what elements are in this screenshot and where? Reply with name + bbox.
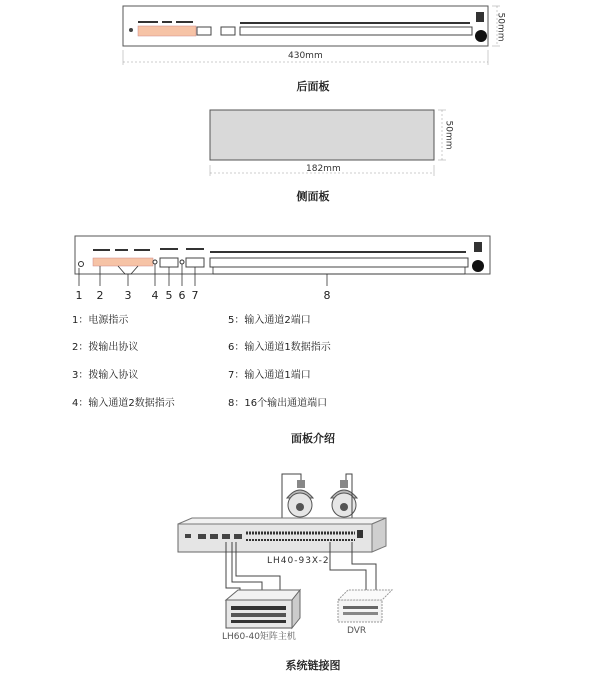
legend-item: 4：输入通道2数据指示	[72, 398, 175, 409]
system-diagram	[0, 460, 600, 650]
side-height-dimension: 50mm	[443, 120, 454, 150]
legend-item: 1：电源指示	[72, 315, 129, 326]
device-label: LH40-93X-2	[267, 556, 330, 566]
callout-8: 8	[323, 289, 331, 302]
side-panel-figure	[0, 100, 600, 200]
system-caption: 系统链接图	[285, 659, 341, 672]
legend-item: 8：16个输出通道端口	[228, 398, 328, 409]
system-drawing	[0, 460, 600, 650]
callout-2: 2	[96, 289, 104, 302]
callout-5: 5	[165, 289, 173, 302]
callout-7: 7	[191, 289, 199, 302]
panel-intro-figure	[0, 228, 600, 308]
legend-item: 6：输入通道1数据指示	[228, 342, 331, 353]
dvr-label: DVR	[347, 626, 367, 636]
dome-camera-icon	[287, 480, 313, 517]
side-width-dimension: 182mm	[306, 164, 341, 174]
legend-item: 7：输入通道1端口	[228, 370, 311, 381]
callout-3: 3	[124, 289, 132, 302]
legend-item: 5：输入通道2端口	[228, 315, 311, 326]
rear-height-dimension: 50mm	[495, 12, 506, 42]
panel-intro-caption: 面板介绍	[291, 432, 335, 445]
panel-intro-drawing	[0, 228, 600, 308]
legend-item: 3：拨输入协议	[72, 370, 139, 381]
callout-1: 1	[75, 289, 83, 302]
rear-panel-caption: 后面板	[296, 80, 330, 93]
callout-4: 4	[151, 289, 159, 302]
legend-item: 2：拨输出协议	[72, 342, 139, 353]
matrix-label: LH60-40矩阵主机	[222, 632, 296, 642]
side-panel-drawing	[0, 100, 600, 200]
rear-width-dimension: 430mm	[288, 51, 323, 61]
callout-6: 6	[178, 289, 186, 302]
dome-camera-icon	[331, 480, 357, 517]
side-panel-caption: 侧面板	[296, 190, 330, 203]
